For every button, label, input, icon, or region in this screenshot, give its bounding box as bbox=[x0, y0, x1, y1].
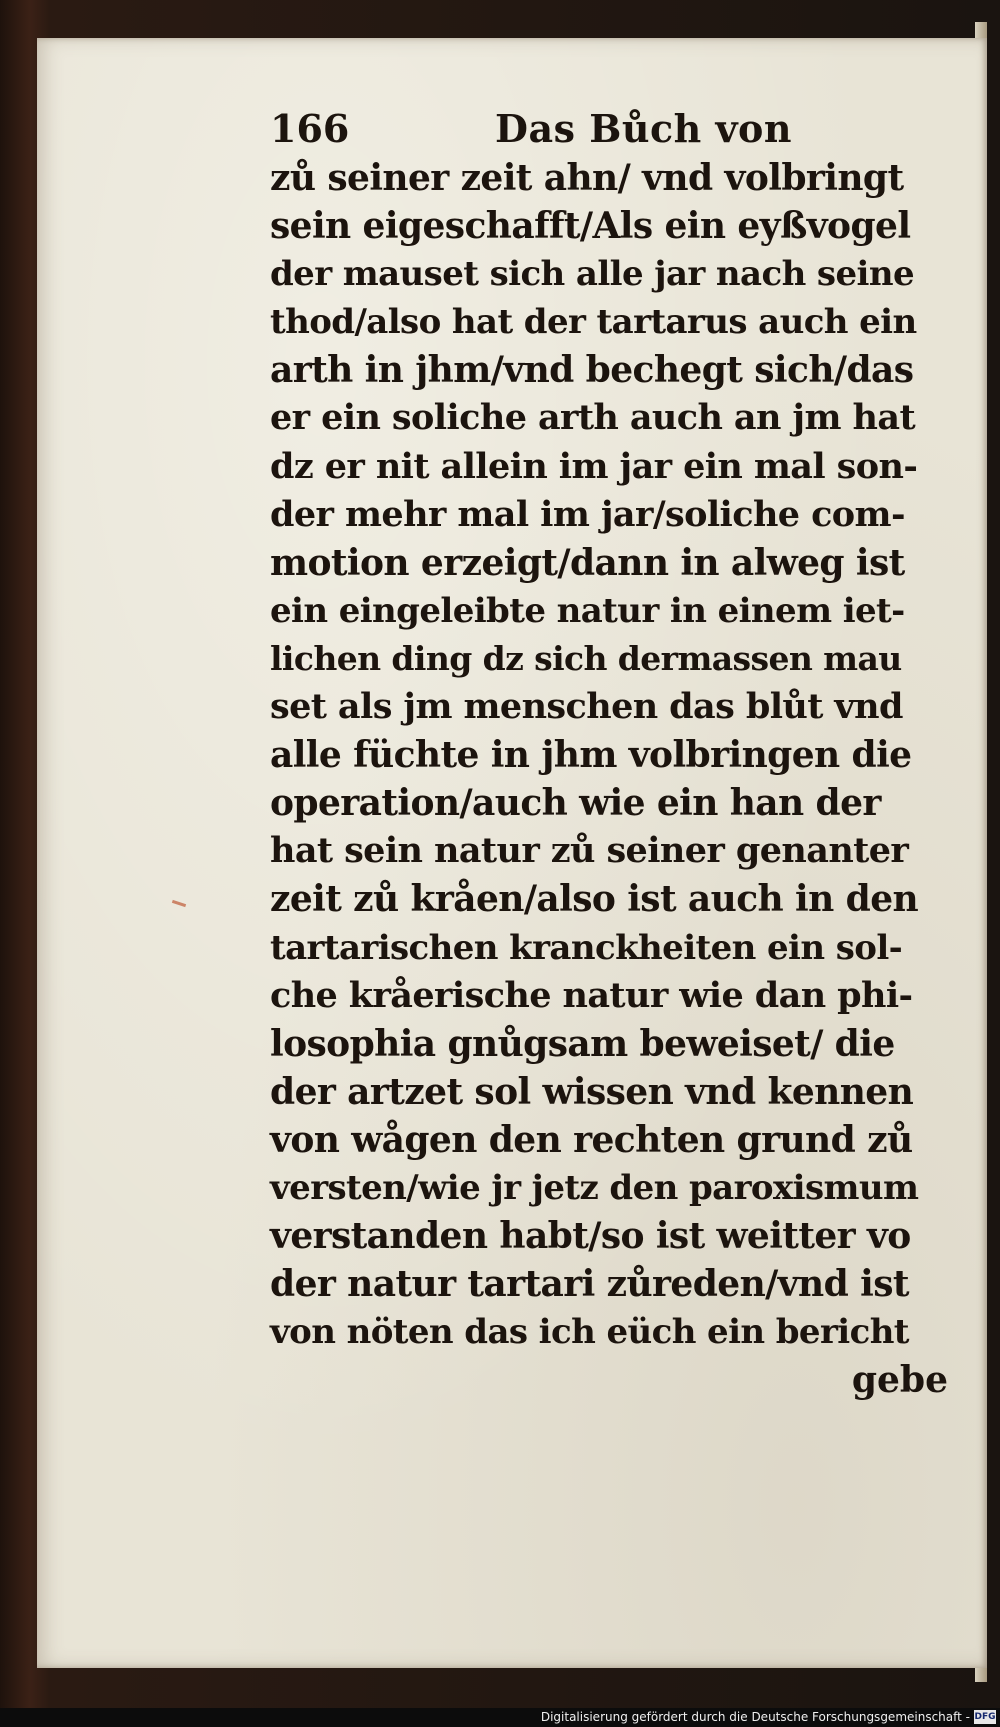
text-line: sein eigeschafft/Als ein eyßvogel bbox=[270, 205, 911, 248]
text-line: zeit zů kråen/also ist auch in den bbox=[270, 878, 919, 921]
text-line: set als jm menschen das blůt vnd bbox=[270, 686, 903, 728]
text-line: thod/also hat der tartarus auch ein bbox=[270, 302, 917, 343]
text-line: er ein soliche arth auch an jm hat bbox=[270, 397, 916, 439]
text-line: alle füchte in jhm volbringen die bbox=[270, 734, 912, 777]
text-line: der mauset sich alle jar nach seine bbox=[270, 254, 914, 295]
text-line: lichen ding dz sich dermassen mau bbox=[270, 638, 902, 678]
body-text bbox=[270, 154, 960, 1404]
text-line: von nöten das ich eüch ein bericht bbox=[270, 1312, 909, 1353]
text-line: motion erzeigt/dann in alweg ist bbox=[270, 541, 905, 584]
page-header bbox=[270, 106, 960, 152]
text-block bbox=[270, 106, 960, 1404]
text-line: versten/wie jr jetz den paroxismum bbox=[270, 1167, 919, 1208]
text-line: der artzet sol wissen vnd kennen bbox=[270, 1070, 914, 1113]
text-line: losophia gnůgsam beweiset/ die bbox=[270, 1022, 895, 1065]
text-line: von wågen den rechten grund zů bbox=[270, 1118, 913, 1161]
text-line: tartarischen kranckheiten ein sol- bbox=[270, 927, 903, 968]
footer-credit: Digitalisierung gefördert durch die Deutsche Forschungsgemeinschaft - bbox=[540, 1710, 970, 1724]
text-line: der mehr mal im jar/soliche com- bbox=[270, 493, 905, 535]
text-line: dz er nit allein im jar ein mal son- bbox=[270, 445, 918, 487]
text-line: ein eingeleibte natur in einem iet- bbox=[270, 590, 905, 631]
dfg-logo: DFG bbox=[974, 1712, 996, 1722]
text-line: hat sein natur zů seiner genanter bbox=[270, 830, 909, 872]
text-line: che kråerische natur wie dan phi- bbox=[270, 974, 913, 1016]
text-line: zů seiner zeit ahn/ vnd volbringt bbox=[270, 157, 904, 199]
catchword: gebe bbox=[851, 1359, 948, 1402]
page-number: 166 bbox=[270, 106, 350, 151]
text-line: arth in jhm/vnd bechegt sich/das bbox=[270, 349, 914, 392]
text-line: operation/auch wie ein han der bbox=[270, 782, 881, 825]
text-line: verstanden habt/so ist weitter vo bbox=[270, 1215, 911, 1258]
running-head: Das Bůch von bbox=[495, 106, 792, 151]
text-line: der natur tartari zůreden/vnd ist bbox=[270, 1263, 909, 1306]
